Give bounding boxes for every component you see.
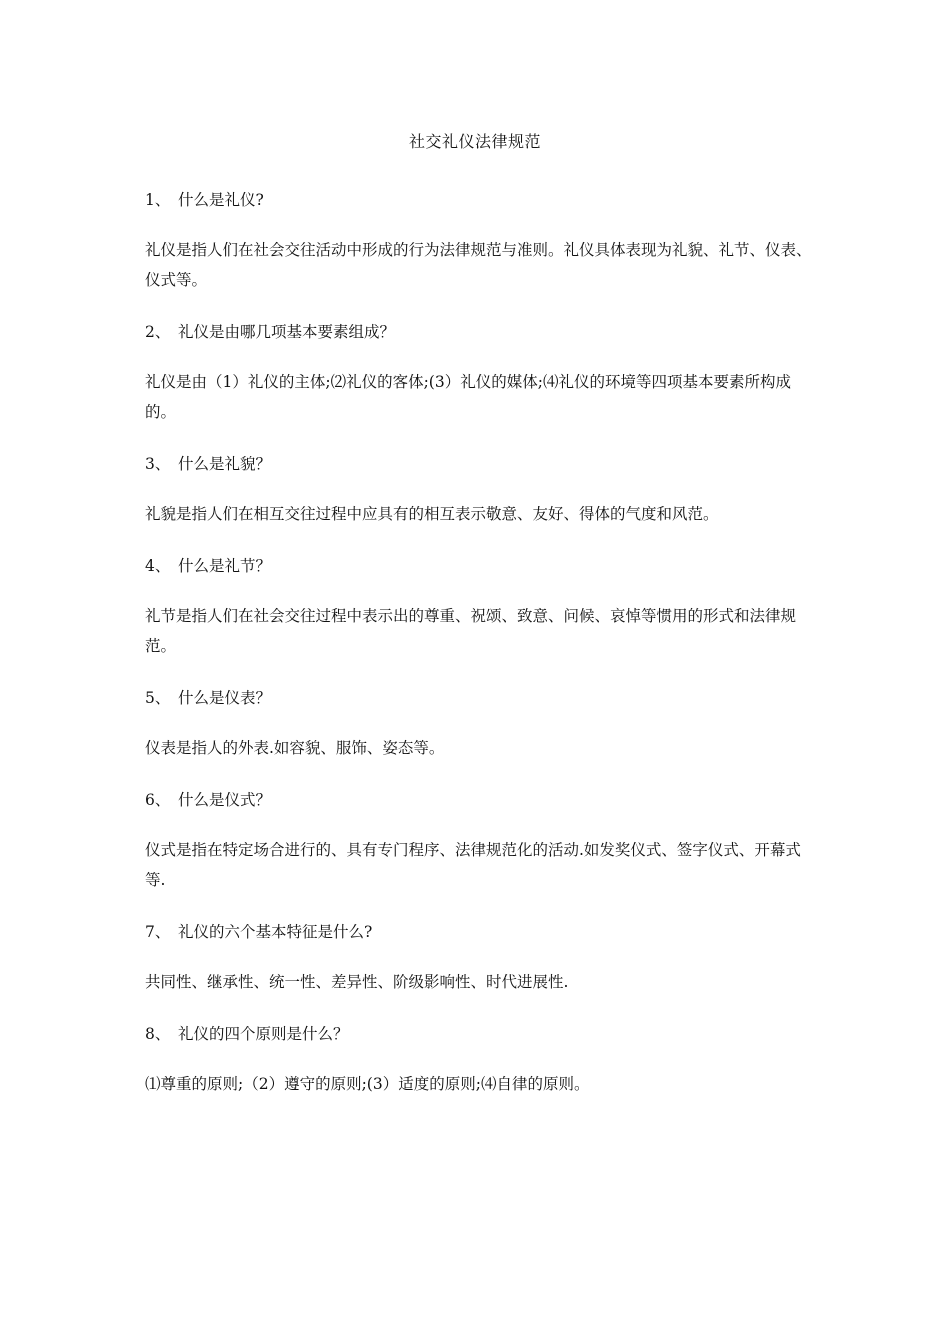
answer-5: 仪表是指人的外表.如容貌、服饰、姿态等。	[145, 739, 445, 757]
answer-8: ⑴尊重的原则;（2）遵守的原则;(3）适度的原则;⑷自律的原则。	[145, 1075, 590, 1093]
question-text: 什么是仪式？	[178, 791, 272, 809]
question-3	[145, 452, 815, 476]
question-number: 4、	[145, 557, 171, 575]
question-text: 礼仪的四个原则是什么？	[178, 1025, 349, 1043]
question-5	[145, 686, 815, 710]
answer-4: 礼节是指人们在社会交往过程中表示出的尊重、祝颂、致意、问候、哀悼等惯用的形式和法律规范。	[145, 607, 797, 655]
answer-6: 仪式是指在特定场合进行的、具有专门程序、法律规范化的活动.如发奖仪式、签字仪式、开幕式等.	[145, 841, 801, 889]
document-title: 社交礼仪法律规范	[408, 132, 541, 151]
question-7	[145, 920, 815, 944]
question-2	[145, 320, 815, 344]
question-text: 礼仪是由哪几项基本要素组成？	[178, 323, 396, 341]
question-8	[145, 1022, 815, 1046]
question-number: 1、	[145, 191, 171, 209]
question-text: 什么是礼貌？	[178, 455, 272, 473]
question-number: 3、	[145, 455, 171, 473]
answer-3: 礼貌是指人们在相互交往过程中应具有的相互表示敬意、友好、得体的气度和风范。	[145, 505, 719, 523]
question-text: 什么是礼仪?	[178, 191, 264, 209]
question-text: 什么是仪表？	[178, 689, 272, 707]
answer-1: 礼仪是指人们在社会交往活动中形成的行为法律规范与准则。礼仪具体表现为礼貌、礼节、仪表、仪式等。	[145, 241, 812, 289]
question-number: 6、	[145, 791, 171, 809]
question-number: 5、	[145, 689, 171, 707]
question-text: 什么是礼节？	[178, 557, 272, 575]
question-4	[145, 554, 815, 578]
answer-7: 共同性、继承性、统一性、差异性、阶级影响性、时代进展性.	[145, 973, 569, 991]
question-number: 8、	[145, 1025, 171, 1043]
question-1	[145, 188, 815, 212]
document-body	[145, 188, 815, 1099]
answer-2: 礼仪是由（1）礼仪的主体;⑵礼仪的客体;(3）礼仪的媒体;⑷礼仪的环境等四项基本要素所构成的。	[145, 373, 791, 421]
question-number: 7、	[145, 923, 171, 941]
question-number: 2、	[145, 323, 171, 341]
question-6	[145, 788, 815, 812]
question-text: 礼仪的六个基本特征是什么?	[178, 923, 373, 941]
